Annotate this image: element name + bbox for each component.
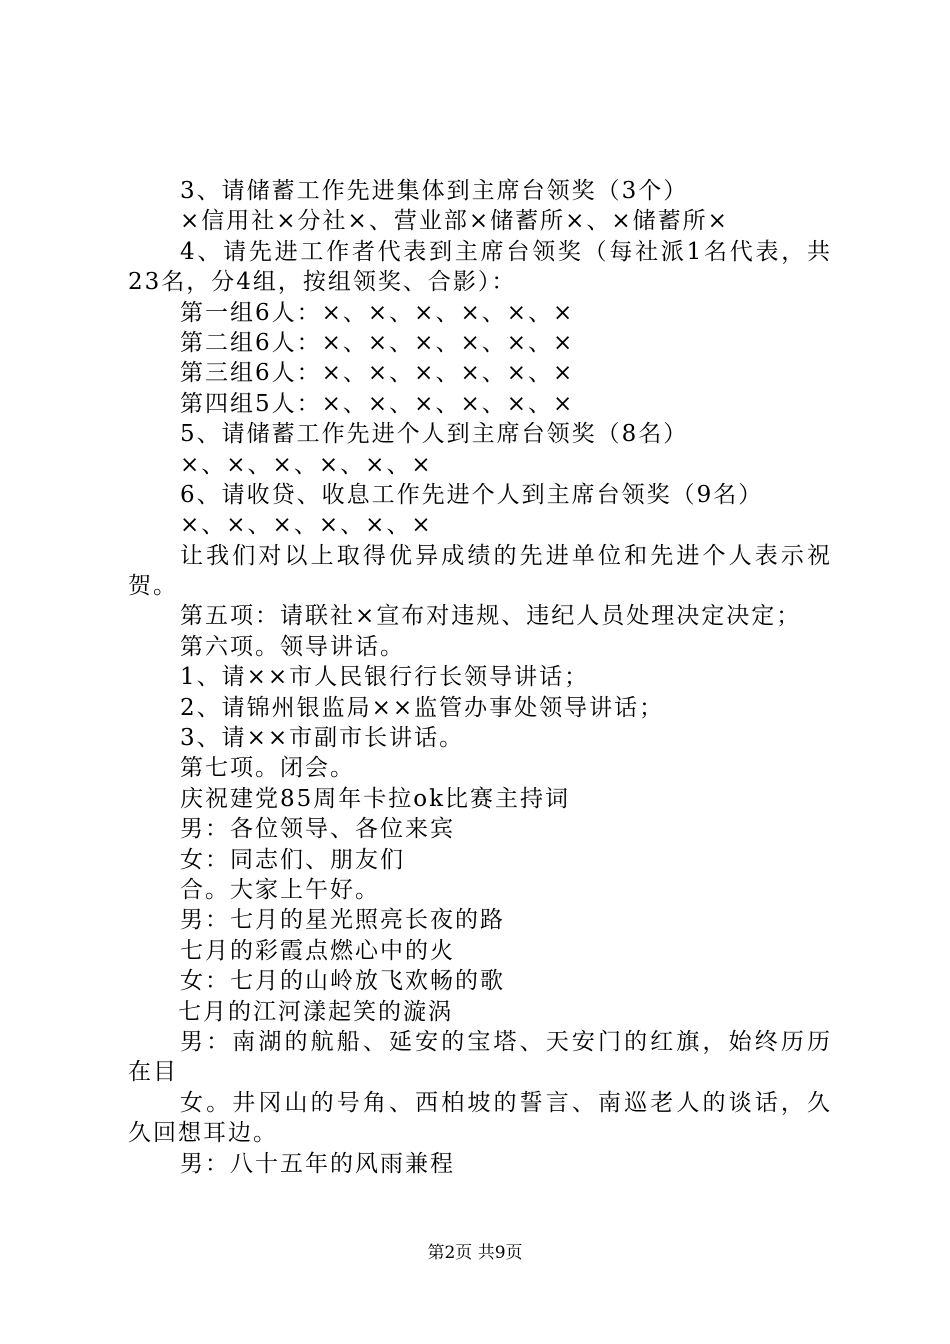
text-line: 男：各位领导、各位来宾 — [180, 816, 455, 843]
text-line: 23名，分4组，按组领奖、合影）： — [128, 269, 517, 296]
text-line: 3、请××市副市长讲话。 — [180, 725, 465, 752]
text-line: 4、请先进工作者代表到主席台领奖（每社派1名代表，共 — [180, 238, 832, 265]
text-line: ×信用社×分社×、营业部×储蓄所×、×储蓄所× — [180, 208, 729, 235]
text-line: 女：七月的山岭放飞欢畅的歌 — [180, 968, 505, 995]
text-line: 男：七月的星光照亮长夜的路 — [180, 907, 505, 934]
text-line: 第七项。闭会。 — [180, 755, 355, 782]
text-line: 第五项：请联社×宣布对违规、违纪人员处理决定决定； — [180, 603, 802, 630]
text-line: 2、请锦州银监局××监管办事处领导讲话； — [180, 694, 665, 721]
text-line: ×、×、×、×、×、× — [180, 451, 433, 478]
text-line: 合。大家上午好。 — [180, 876, 380, 903]
text-line: 久回想耳边。 — [128, 1120, 278, 1147]
text-line: 在目 — [128, 1059, 178, 1086]
text-line: 男：八十五年的风雨兼程 — [180, 1150, 455, 1177]
text-line: 七月的江河漾起笑的漩涡 — [178, 998, 453, 1025]
text-line: 让我们对以上取得优异成绩的先进单位和先进个人表示祝 — [180, 542, 832, 569]
text-line: ×、×、×、×、×、× — [180, 512, 433, 539]
page-footer: 第2页 共9页 — [427, 1243, 523, 1263]
text-line: 第三组6人：×、×、×、×、×、× — [180, 360, 575, 387]
text-line: 6、请收贷、收息工作先进个人到主席台领奖（9名） — [180, 481, 764, 508]
text-line: 庆祝建党85周年卡拉ok比赛主持词 — [180, 785, 571, 812]
text-line: 男：南湖的航船、延安的宝塔、天安门的红旗，始终历历 — [180, 1028, 832, 1055]
text-line: 5、请储蓄工作先进个人到主席台领奖（8名） — [180, 421, 689, 448]
document-body — [128, 176, 832, 1179]
text-line: 贺。 — [128, 573, 178, 600]
text-line: 第一组6人：×、×、×、×、×、× — [180, 299, 575, 326]
text-line: 女：同志们、朋友们 — [180, 846, 405, 873]
text-line: 第六项。领导讲话。 — [180, 633, 405, 660]
text-line: 第四组5人：×、×、×、×、×、× — [180, 390, 575, 417]
text-line: 3、请储蓄工作先进集体到主席台领奖（3个） — [180, 178, 689, 204]
text-line: 七月的彩霞点燃心中的火 — [180, 937, 455, 964]
text-line: 1、请××市人民银行行长领导讲话； — [180, 664, 590, 691]
text-line: 女。井冈山的号角、西柏坡的誓言、南巡老人的谈话，久 — [180, 1089, 832, 1116]
text-line: 第二组6人：×、×、×、×、×、× — [180, 329, 575, 356]
